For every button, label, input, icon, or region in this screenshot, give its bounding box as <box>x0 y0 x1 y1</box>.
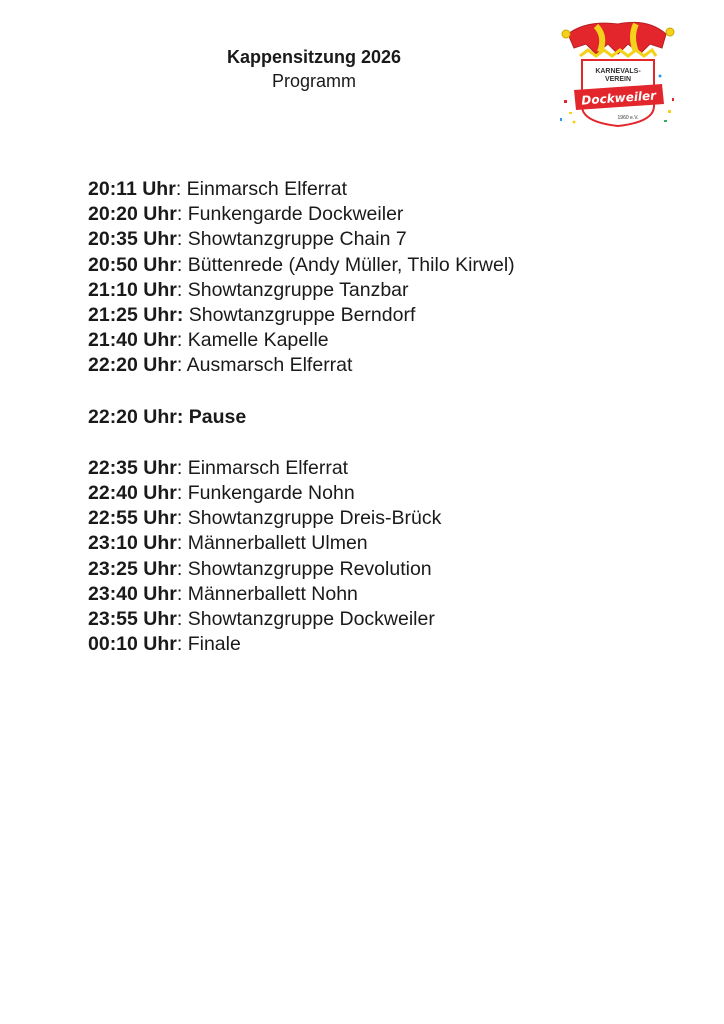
row-act: Showtanzgruppe Dreis-Brück <box>187 507 442 530</box>
row-separator: : <box>176 203 188 226</box>
program-schedule <box>88 177 515 657</box>
row-time: 23:40 Uhr <box>88 582 177 605</box>
pause-label: Pause <box>188 405 247 428</box>
row-time: 20:20 Uhr <box>88 203 177 226</box>
schedule-block-first <box>88 177 515 379</box>
row-time: 23:25 Uhr <box>88 557 177 580</box>
pause-row <box>88 405 515 430</box>
logo-line1: KARNEVALS- <box>595 68 641 75</box>
row-separator: : <box>176 633 188 656</box>
row-act: Finale <box>187 633 241 656</box>
row-act: Showtanzgruppe Revolution <box>187 557 432 580</box>
row-act: Einmarsch Elferrat <box>186 178 348 200</box>
row-act: Kamelle Kapelle <box>187 329 329 352</box>
document-subtitle: Programm <box>271 71 356 91</box>
row-act: Männerballett Nohn <box>187 582 358 605</box>
row-act: Showtanzgruppe Berndorf <box>188 304 416 327</box>
row-time: 22:40 Uhr <box>88 482 177 505</box>
row-time: 20:35 Uhr <box>88 228 177 251</box>
schedule-row <box>88 557 515 582</box>
row-time: 22:20 Uhr <box>88 354 177 377</box>
schedule-row <box>88 607 515 632</box>
schedule-row <box>88 303 515 328</box>
schedule-row <box>88 456 515 481</box>
schedule-row <box>88 253 515 278</box>
row-separator: : <box>176 532 188 555</box>
schedule-pause <box>88 405 515 430</box>
row-act: Funkengarde Dockweiler <box>187 203 404 226</box>
schedule-row <box>88 582 515 607</box>
schedule-row <box>88 632 515 657</box>
schedule-row <box>88 328 515 353</box>
row-time: 20:50 Uhr <box>88 253 177 276</box>
logo-line2: VEREIN <box>604 76 632 83</box>
row-separator: : <box>176 557 188 580</box>
schedule-row <box>88 531 515 556</box>
schedule-row <box>88 506 515 531</box>
row-separator: : <box>176 228 188 251</box>
row-time: 22:55 Uhr <box>88 507 177 530</box>
row-act: Ausmarsch Elferrat <box>186 354 353 377</box>
row-separator: : <box>176 329 188 352</box>
row-separator: : <box>175 178 187 200</box>
logo-year: 1960 e.V. <box>617 115 639 121</box>
row-time: 21:10 Uhr <box>88 278 177 301</box>
row-time: 00:10 Uhr <box>88 633 177 656</box>
row-act: Männerballett Ulmen <box>187 532 368 555</box>
logo-name: Dockweiler <box>580 88 657 108</box>
document-header <box>0 45 628 93</box>
schedule-block-second <box>88 456 515 658</box>
row-act: Showtanzgruppe Tanzbar <box>187 278 409 301</box>
row-act: Einmarsch Elferrat <box>187 456 349 479</box>
row-separator: : <box>176 582 188 605</box>
row-separator: : <box>176 482 188 505</box>
row-separator: : <box>176 278 188 301</box>
row-time: 22:35 Uhr <box>88 456 177 479</box>
row-separator: : <box>176 354 187 377</box>
pause-time: 22:20 Uhr: <box>88 405 189 428</box>
row-separator: : <box>176 456 188 479</box>
row-time: 23:10 Uhr <box>88 532 177 555</box>
row-time: 21:25 Uhr: <box>88 304 184 327</box>
schedule-row <box>88 202 515 227</box>
row-act: Showtanzgruppe Chain 7 <box>187 228 407 251</box>
row-time: 20:11 Uhr <box>88 178 176 200</box>
schedule-row <box>88 278 515 303</box>
row-separator: : <box>176 608 188 631</box>
club-logo <box>556 14 680 130</box>
row-separator: : <box>176 253 188 276</box>
schedule-row <box>88 227 515 252</box>
cap-band-zigzag <box>580 50 656 56</box>
schedule-row <box>88 481 515 506</box>
schedule-row <box>88 177 515 202</box>
row-act: Büttenrede (Andy Müller, Thilo Kirwel) <box>187 253 515 276</box>
row-act: Showtanzgruppe Dockweiler <box>187 608 435 631</box>
row-time: 21:40 Uhr <box>88 329 177 352</box>
row-act: Funkengarde Nohn <box>187 482 355 505</box>
document-title: Kappensitzung 2026 <box>226 47 402 67</box>
row-separator: : <box>176 507 188 530</box>
row-time: 23:55 Uhr <box>88 608 177 631</box>
schedule-row <box>88 353 515 378</box>
